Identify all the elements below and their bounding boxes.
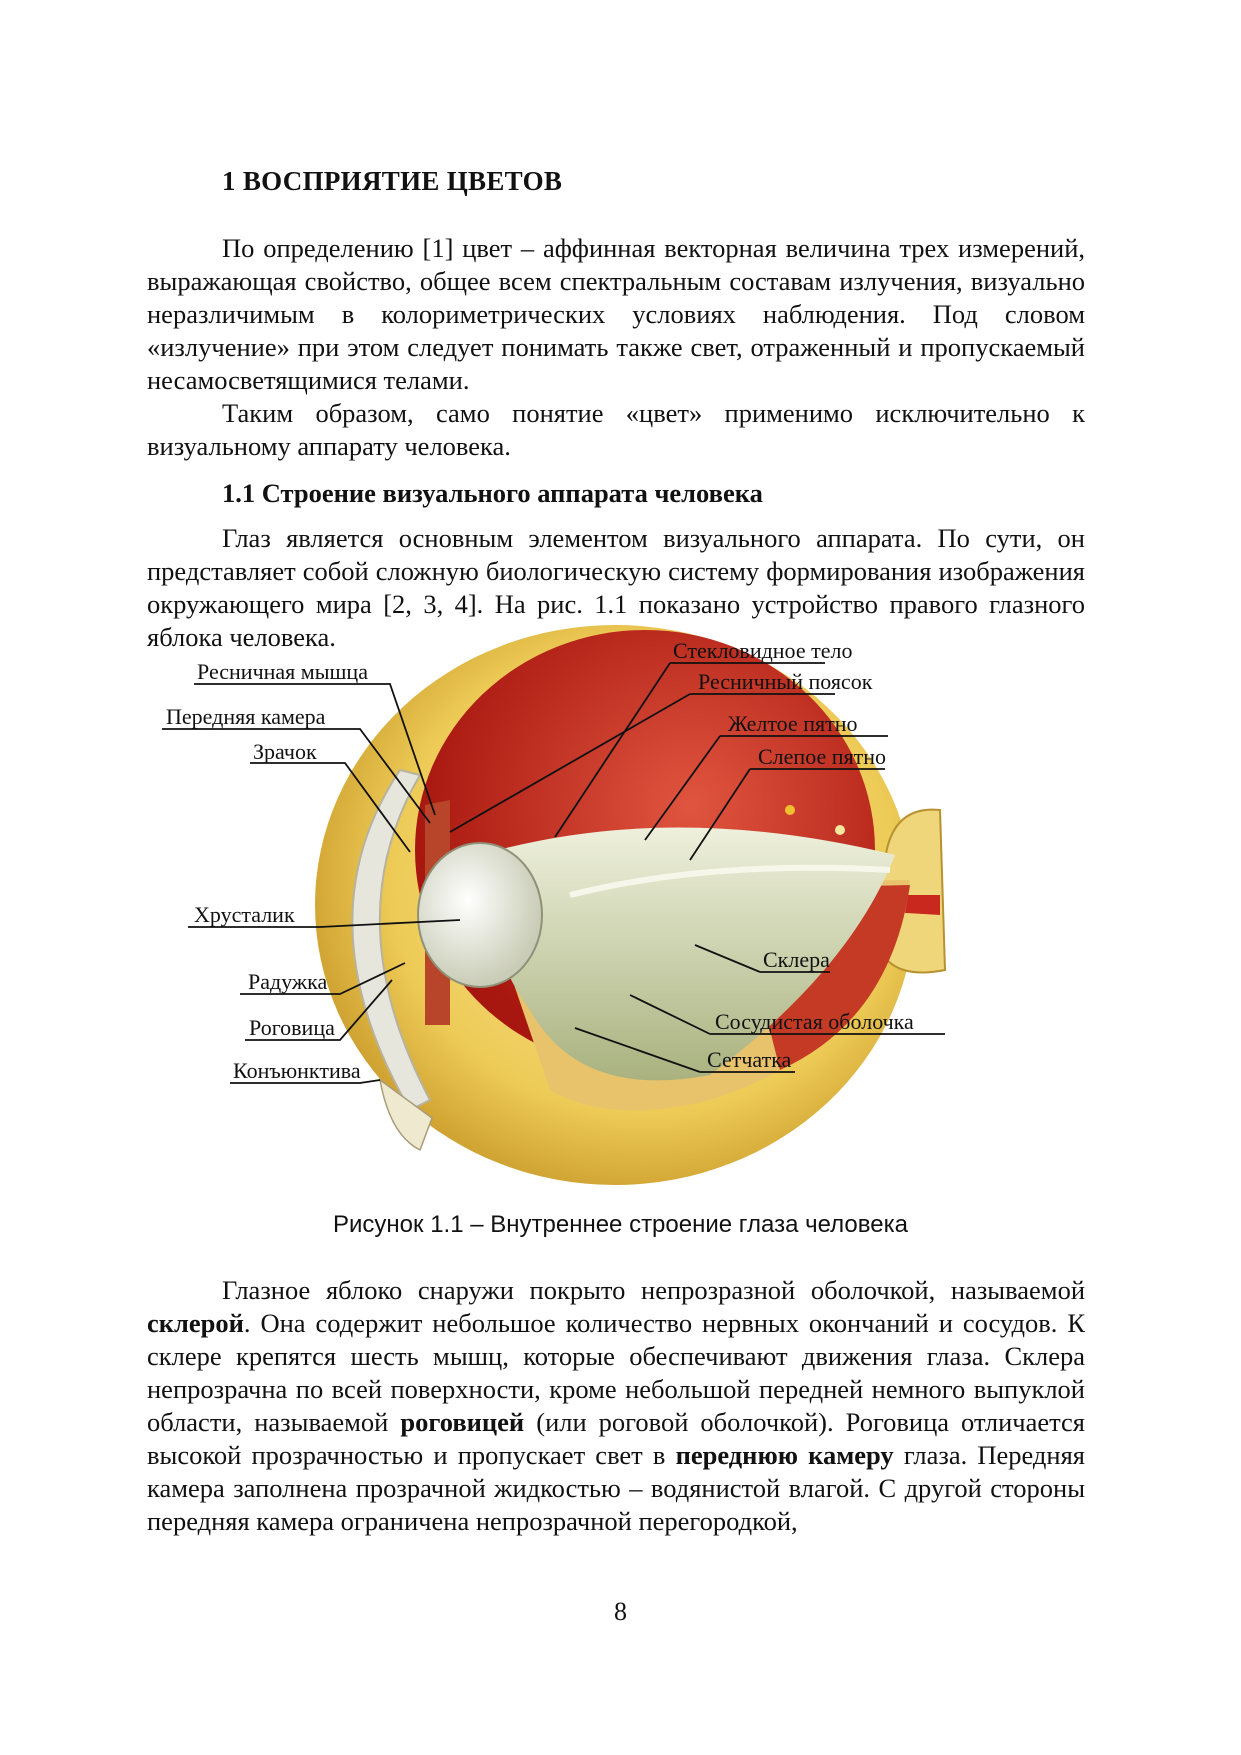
term-sclera: склерой <box>147 1308 244 1338</box>
label-pupil: Зрачок <box>253 739 317 764</box>
label-conjunctiva: Конъюнктива <box>233 1058 361 1083</box>
body-text-c: (или роговой оболочкой). Роговица отличается высокой прозрачностью и пропускает свет в <box>147 1407 1085 1470</box>
label-blind-spot: Слепое пятно <box>758 744 887 769</box>
label-iris: Радужка <box>248 969 328 994</box>
label-anterior-chamber: Передняя камера <box>166 704 326 729</box>
macula-mark <box>785 805 795 815</box>
label-ciliary-muscle: Ресничная мышца <box>197 659 368 684</box>
label-choroid: Сосудистая оболочка <box>715 1009 914 1034</box>
eye-diagram <box>150 638 1080 1220</box>
chapter-heading: 1 ВОСПРИЯТИЕ ЦВЕТОВ <box>222 166 563 196</box>
lens-shape <box>418 843 542 987</box>
section-heading: 1.1 Строение визуального аппарата человека <box>222 478 763 508</box>
page-number: 8 <box>614 1597 627 1626</box>
body-text-a: Глазное яблоко снаружи покрыто непрозразной оболочкой, называемой <box>222 1275 1085 1305</box>
label-vitreous: Стекловидное тело <box>673 638 853 663</box>
label-lens: Хрусталик <box>194 902 295 927</box>
label-ciliary-zonule: Ресничный поясок <box>698 669 873 694</box>
term-cornea: роговицей <box>400 1407 525 1437</box>
section-paragraph-1: Глаз является основным элементом визуального аппарата. По сути, он представляет собой сложную биологическую систему формирования изображения окружающего мира [2, 3, 4]. На рис. 1.1 показано устройство правого глазного яблока человека. <box>147 523 1085 652</box>
term-anterior-chamber: переднюю камеру <box>675 1440 894 1470</box>
label-cornea: Роговица <box>249 1015 335 1040</box>
body-text <box>147 1274 1085 1538</box>
body-text-b: . Она содержит небольшое количество нервных окончаний и сосудов. К склере крепятся шесть мышц, которые обеспечивают движения глаза. Склера непрозрачна по всей поверхности, кроме небольшой передней немного выпуклой области, называемой <box>147 1308 1085 1437</box>
blind-spot-mark <box>835 825 845 835</box>
body-paragraph <box>147 1274 1085 1538</box>
label-macula: Желтое пятно <box>728 711 858 736</box>
label-retina: Сетчатка <box>707 1047 792 1072</box>
label-sclera: Склера <box>763 947 830 972</box>
body-text-d: глаза. Передняя камера заполнена прозрачной жидкостью – водянистой влагой. С другой стороны передняя камера ограничена непрозрачной перегородкой, <box>147 1440 1085 1536</box>
intro-paragraph-2: Таким образом, само понятие «цвет» применимо исключительно к визуальному аппарату человека. <box>147 398 1085 461</box>
intro-text <box>147 232 1085 463</box>
intro-paragraph-1: По определению [1] цвет – аффинная векторная величина трех измерений, выражающая свойство, общее всем спектральным составам излучения, визуально неразличимым в колориметрических условиях наблюдения. Под словом «излучение» при этом следует понимать также свет, отраженный и пропускаемый несамосветящимися телами. <box>147 233 1085 395</box>
figure-caption: Рисунок 1.1 – Внутреннее строение глаза человека <box>333 1211 908 1238</box>
